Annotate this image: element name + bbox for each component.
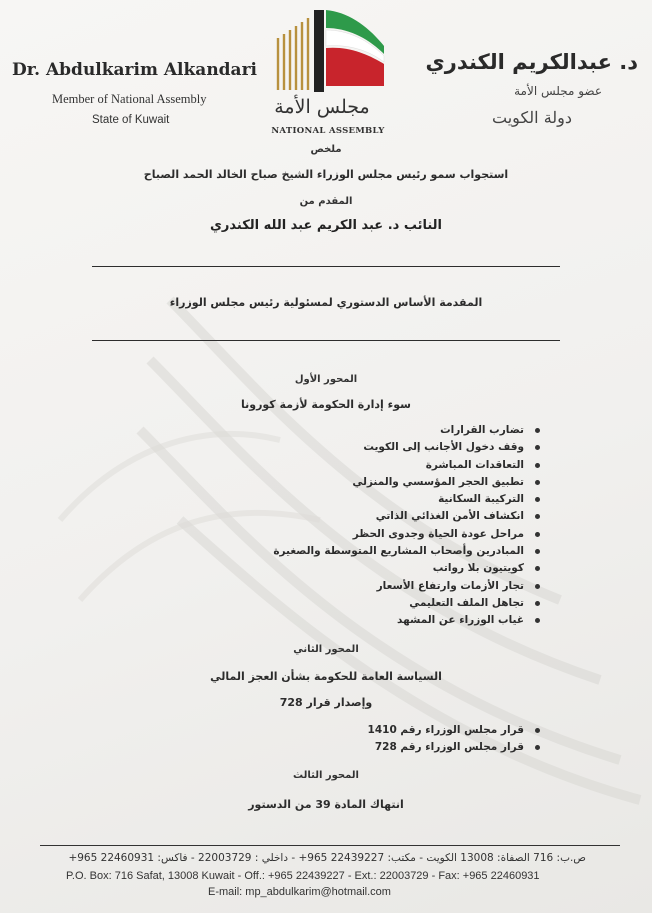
footer-divider bbox=[40, 845, 620, 846]
axis2-list bbox=[368, 722, 540, 757]
axis3-heading: المحور الثالث bbox=[293, 770, 359, 781]
arabic-name: د. عبدالكريم الكندري bbox=[425, 50, 638, 74]
footer-email: E-mail: mp_abdulkarim@hotmail.com bbox=[208, 886, 391, 898]
axis2-title: السياسة العامة للحكومة بشأن العجز المالي bbox=[210, 670, 442, 683]
bullet-dot-icon bbox=[535, 532, 540, 537]
bullet-dot-icon bbox=[535, 514, 540, 519]
english-state: State of Kuwait bbox=[92, 114, 170, 126]
footer-arabic-contact: ص.ب: 716 الصفاة: 13008 الكويت - مكتب: 22439227 965+ - داخلي : 22003729 - فاكس: 22460931 965+ bbox=[68, 852, 586, 864]
list-item: غياب الوزراء عن المشهد bbox=[273, 612, 524, 629]
list-item: تجار الأزمات وارتفاع الأسعار bbox=[273, 578, 524, 595]
list-item: قرار مجلس الوزراء رقم 728 bbox=[368, 739, 524, 756]
bullet-dot-icon bbox=[535, 497, 540, 502]
bullet-dot-icon bbox=[535, 480, 540, 485]
national-assembly-logo-icon bbox=[268, 6, 388, 98]
axis2-heading: المحور الثاني bbox=[293, 644, 359, 655]
axis1-heading: المحور الأول bbox=[294, 374, 358, 385]
list-item: مراحل عودة الحياة وجدوى الحظر bbox=[273, 526, 524, 543]
divider-top bbox=[92, 266, 560, 267]
bullet-dot-icon bbox=[535, 549, 540, 554]
submitted-by-label: المقدم من bbox=[299, 196, 353, 207]
axis1-list bbox=[273, 422, 540, 630]
bullet-dot-icon bbox=[535, 463, 540, 468]
summary-title: استجواب سمو رئيس مجلس الوزراء الشيخ صباح الخالد الحمد الصباح bbox=[143, 168, 509, 181]
bullet-dot-icon bbox=[535, 428, 540, 433]
arabic-state: دولة الكويت bbox=[492, 108, 572, 127]
footer-english-contact: P.O. Box: 716 Safat, 13008 Kuwait - Off.: +965 22439227 - Ext.: 22003729 - Fax: +965 22460931 bbox=[66, 870, 540, 882]
list-item: التعاقدات المباشرة bbox=[273, 457, 524, 474]
list-item: التركيبة السكانية bbox=[273, 491, 524, 508]
list-item: قرار مجلس الوزراء رقم 1410 bbox=[368, 722, 524, 739]
logo-arabic-text: مجلس الأمة bbox=[274, 96, 370, 118]
list-item: المبادرين وأصحاب المشاريع المتوسطة والصغيرة bbox=[273, 543, 524, 560]
bullet-dot-icon bbox=[535, 445, 540, 450]
list-item: وقف دخول الأجانب إلى الكويت bbox=[273, 439, 524, 456]
divider-bottom bbox=[92, 340, 560, 341]
list-item: تجاهل الملف التعليمي bbox=[273, 595, 524, 612]
intro-text: المقدمة الأساس الدستوري لمسئولية رئيس مجلس الوزراء bbox=[169, 296, 483, 309]
axis1-title: سوء إدارة الحكومة لأزمة كورونا bbox=[240, 398, 411, 411]
bullet-dot-icon bbox=[535, 566, 540, 571]
submitter-name: النائب د. عبد الكريم عبد الله الكندري bbox=[209, 218, 443, 233]
list-item: تضارب القرارات bbox=[273, 422, 524, 439]
logo-english-text: NATIONAL ASSEMBLY bbox=[271, 126, 385, 136]
axis3-title: انتهاك المادة 39 من الدستور bbox=[248, 798, 404, 811]
english-role: Member of National Assembly bbox=[52, 92, 207, 106]
axis2-subtitle: وإصدار قرار 728 bbox=[279, 696, 373, 709]
list-item: كويتيون بلا رواتب bbox=[273, 560, 524, 577]
bullet-dot-icon bbox=[535, 745, 540, 750]
list-item: تطبيق الحجر المؤسسي والمنزلي bbox=[273, 474, 524, 491]
summary-label: ملخص bbox=[310, 144, 342, 155]
english-name: Dr. Abdulkarim Alkandari bbox=[12, 60, 257, 80]
bullet-dot-icon bbox=[535, 728, 540, 733]
bullet-dot-icon bbox=[535, 601, 540, 606]
bullet-dot-icon bbox=[535, 618, 540, 623]
bullet-dot-icon bbox=[535, 584, 540, 589]
arabic-role: عضو مجلس الأمة bbox=[514, 84, 602, 98]
list-item: انكشاف الأمن الغذائي الذاتي bbox=[273, 508, 524, 525]
